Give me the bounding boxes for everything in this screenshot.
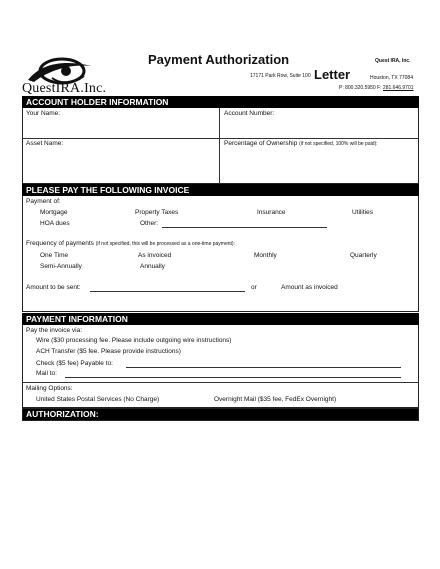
mail-to-input-line[interactable] bbox=[65, 377, 401, 378]
fax-number: 281.646.9701 bbox=[382, 85, 414, 91]
usps-option[interactable]: United States Postal Services (No Charge) bbox=[36, 396, 160, 403]
ownership-label: Percentage of Ownership bbox=[224, 140, 298, 147]
ownership-note: (if not specified, 100% will be paid): bbox=[299, 141, 378, 147]
option-hoa-dues[interactable]: HOA dues bbox=[40, 220, 70, 227]
option-other[interactable]: Other: bbox=[140, 220, 159, 227]
account-heading: ACCOUNT HOLDER INFORMATION bbox=[22, 96, 419, 108]
frequency-annually[interactable]: Annually bbox=[140, 263, 165, 270]
frequency-label bbox=[26, 240, 235, 247]
authorization-box bbox=[22, 408, 419, 421]
frequency-as-invoiced[interactable]: As invoiced bbox=[138, 252, 172, 259]
company-phone bbox=[339, 85, 414, 91]
frequency-monthly[interactable]: Monthly bbox=[254, 252, 277, 259]
mail-to-label: Mail to: bbox=[36, 370, 57, 377]
account-divider-horizontal bbox=[22, 138, 419, 139]
company-name: Quest IRA, Inc. bbox=[375, 58, 411, 64]
or-label: or bbox=[251, 284, 257, 291]
amount-as-invoiced-option[interactable]: Amount as invoiced bbox=[281, 284, 338, 291]
company-city: Houston, TX 77084 bbox=[370, 75, 413, 81]
company-address: 17171 Park Row, Suite 100 bbox=[250, 73, 311, 79]
your-name-field[interactable]: Your Name: bbox=[26, 110, 61, 117]
pay-via-label: Pay the invoice via: bbox=[26, 327, 83, 334]
overnight-option[interactable]: Overnight Mail ($35 fee, FedEx Overnight) bbox=[214, 396, 337, 403]
option-mortgage[interactable]: Mortgage bbox=[40, 209, 68, 216]
letter-label: Letter bbox=[314, 67, 351, 82]
amount-input-line[interactable] bbox=[90, 291, 245, 292]
check-option[interactable]: Check ($5 fee) Payable to: bbox=[36, 360, 113, 367]
mailing-options-label: Mailing Options: bbox=[26, 385, 73, 392]
frequency-note: (if not specified, this will be processed as a one-time payment): bbox=[95, 241, 235, 247]
frequency-label-text: Frequency of payments bbox=[26, 240, 94, 247]
frequency-quarterly[interactable]: Quarterly bbox=[350, 252, 377, 259]
frequency-semi-annually[interactable]: Semi-Annually bbox=[40, 263, 82, 270]
account-divider-vertical bbox=[219, 108, 220, 184]
logo-text: QuestIRA.Inc. bbox=[22, 81, 107, 96]
invoice-heading: PLEASE PAY THE FOLLOWING INVOICE bbox=[22, 184, 419, 196]
option-property-taxes[interactable]: Property Taxes bbox=[135, 209, 179, 216]
asset-name-field[interactable]: Asset Name: bbox=[26, 140, 64, 147]
payment-of-label: Payment of: bbox=[26, 198, 61, 205]
account-number-field[interactable]: Account Number: bbox=[224, 110, 275, 117]
other-input-line[interactable] bbox=[162, 227, 327, 228]
authorization-heading: AUTHORIZATION: bbox=[22, 408, 419, 420]
ownership-field[interactable] bbox=[224, 140, 378, 147]
option-utilities[interactable]: Utilities bbox=[352, 209, 373, 216]
invoice-section bbox=[22, 184, 419, 312]
payment-heading: PAYMENT INFORMATION bbox=[22, 313, 419, 325]
payable-to-input-line[interactable] bbox=[126, 367, 401, 368]
amount-label: Amount to be sent: bbox=[26, 284, 81, 291]
option-insurance[interactable]: Insurance bbox=[257, 209, 286, 216]
frequency-one-time[interactable]: One Time bbox=[40, 252, 69, 259]
page-title: Payment Authorization bbox=[148, 52, 290, 67]
ach-option[interactable]: ACH Transfer ($5 fee. Please provide instructions) bbox=[36, 348, 181, 355]
phone-text: P: 800.320.5950 F: bbox=[339, 85, 383, 91]
mailing-divider bbox=[22, 382, 419, 383]
wire-option[interactable]: Wire ($30 processing fee. Please include outgoing wire instructions) bbox=[36, 337, 232, 344]
